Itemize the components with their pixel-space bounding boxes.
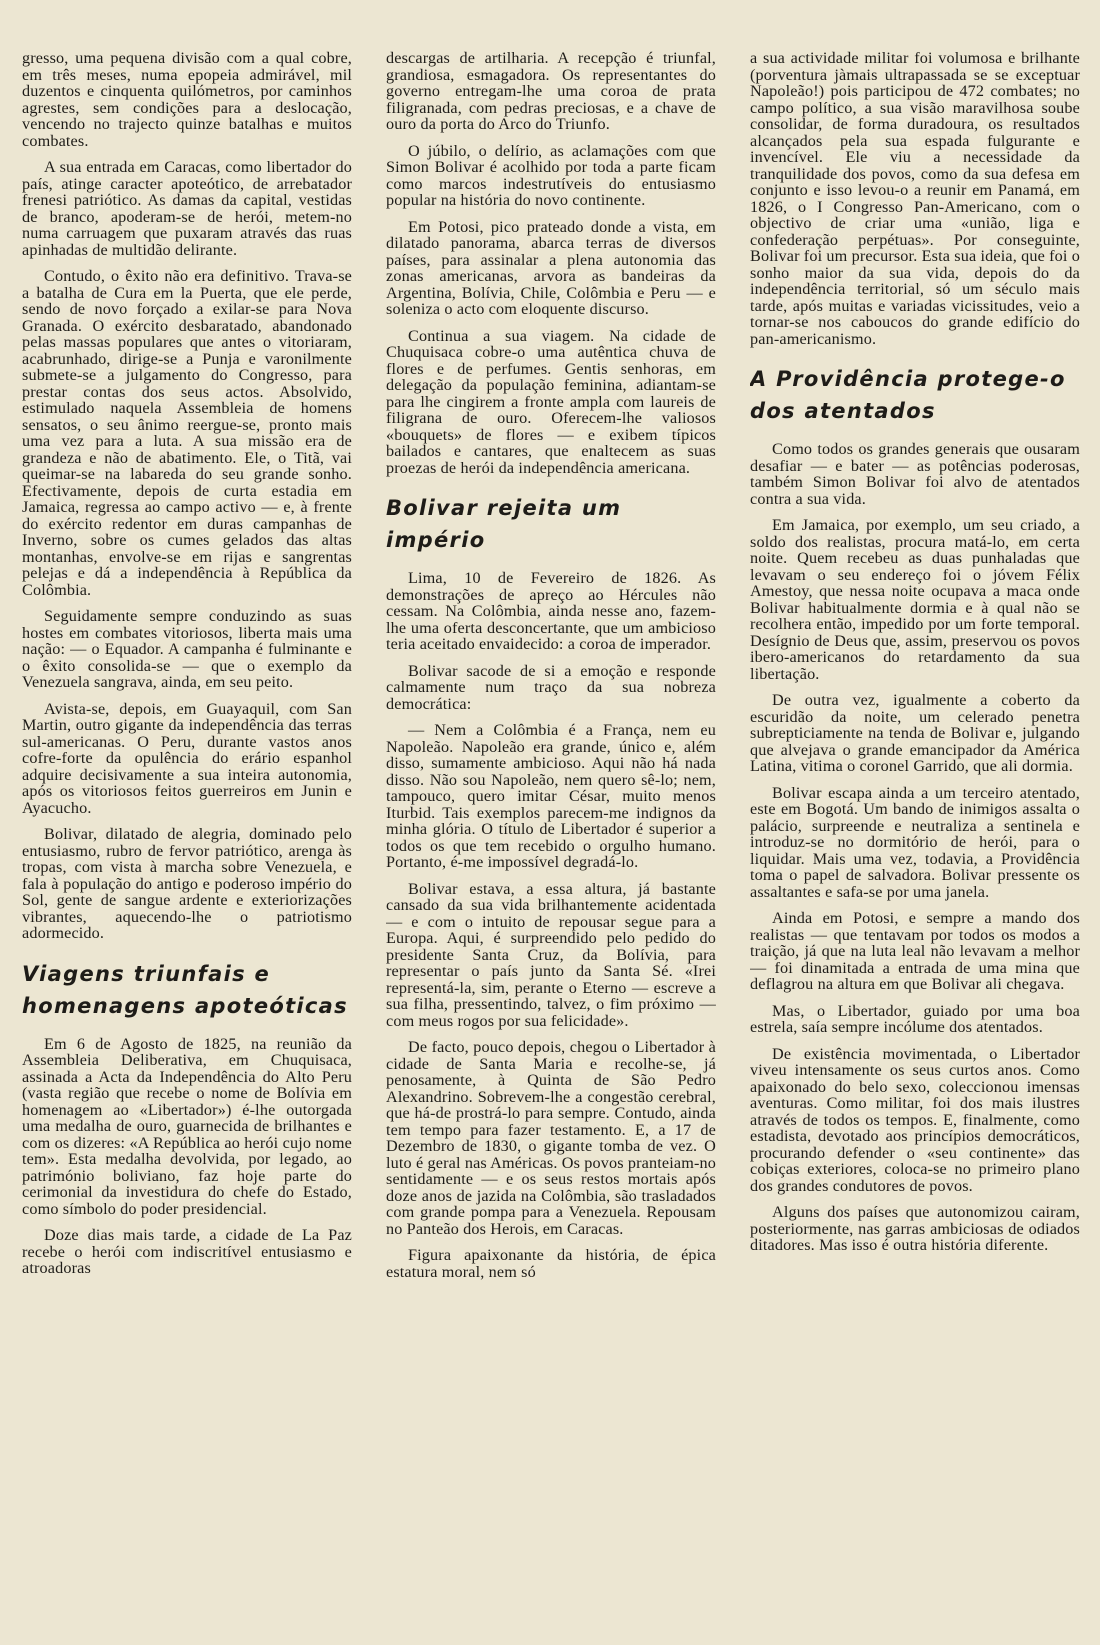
paragraph: Doze dias mais tarde, a cidade de La Paz recebe o herói com indiscritível entusiasmo e atroadoras: [22, 1226, 352, 1277]
paragraph: Figura apaixonante da história, de épica estatura moral, nem só: [386, 1246, 716, 1281]
paragraph: Avista-se, depois, em Guayaquil, com San Martin, outro gigante da independência das terras sul-americanas. O Peru, durante vastos anos cofre-forte da opulência do erário espanhol adquire decisivamente a sua inteira autonomia, após os vitoriosos feitos guerreiros em Junin e Ayacucho.: [22, 699, 352, 817]
paragraph: Bolivar estava, a essa altura, já bastante cansado da sua vida brilhantemente acidentada — e com o intuito de repousar segue para a Europa. Aqui, é surpreendido pelo pedido do presidente Santa Cruz, da Bolívia, para representar o país junto da Santa Sé. «Irei representá-la, sim, perante o Eterno — escreve a sua filha, pressentindo, talvez, o fim próximo — com meus rogos por sua felicidade».: [386, 879, 716, 1030]
paragraph: Continua a sua viagem. Na cidade de Chuquisaca cobre-o uma autêntica chuva de flores e de perfumes. Gentis senhoras, em delegação da população feminina, adiantam-se para lhe cingirem a fronte ampla com laureis de filigrana de ouro. Oferecem-lhe valiosos «bouquets» de flores — e exibem típicos bailados e cantares, que enaltecem as suas proezas de herói da independência americana.: [386, 326, 716, 477]
paragraph: Como todos os grandes generais que ousaram desafiar — e bater — as potências poderosas, também Simon Bolivar foi alvo de atentados contra a sua vida.: [750, 440, 1080, 508]
paragraph: De facto, pouco depois, chegou o Libertador à cidade de Santa Maria e recolhe-se, já penosamente, à Quinta de São Pedro Alexandrino. Sobrevem-lhe a congestão cerebral, que há-de prostrá-lo para sempre. Contudo, ainda tem tempo para fazer testamento. E, a 17 de Dezembro de 1830, o gigante tomba de vez. O luto é geral nas Américas. Os povos pranteiam-no sentidamente — e os seus restos mortais após doze anos de jazida na Colômbia, são trasladados com grande pompa para a Venezuela. Repousam no Panteão dos Herois, em Caracas.: [386, 1038, 716, 1238]
paragraph: Mas, o Libertador, guiado por uma boa estrela, saía sempre incólume dos atentados.: [750, 1001, 1080, 1036]
paragraph: De existência movimentada, o Libertador viveu intensamente os seus curtos anos. Como apaixonado do belo sexo, coleccionou imensas aventuras. Como militar, foi dos mais ilustres através de todos os tempos. E, finalmente, como estadista, devotado aos princípios democráticos, procurando defender o «seu continente» das cobiças exteriores, coloca-se no primeiro plano dos grandes condutores de povos.: [750, 1044, 1080, 1195]
paragraph: De outra vez, igualmente a coberto da escuridão da noite, um celerado penetra subrepticiamente na tenda de Bolivar e, julgando que alvejava o grande emancipador da América Latina, vitima o coronel Garrido, que ali dormia.: [750, 691, 1080, 775]
section-heading: Bolivar rejeita um império: [386, 496, 622, 552]
paragraph: Bolivar sacode de si a emoção e responde calmamente num traço da sua nobreza democrática:: [386, 661, 716, 713]
paragraph: Seguidamente sempre conduzindo as suas hostes em combates vitoriosos, liberta mais uma nação: — o Equador. A campanha é fulminante e o êxito consolida-se — que o exemplo da Venezuela sangrava, ainda, em seu peito.: [22, 607, 352, 691]
paragraph: Contudo, o êxito não era definitivo. Trava-se a batalha de Cura em la Puerta, que ele perde, sendo de novo forçado a exilar-se para Nova Granada. O exército desbaratado, abandonado pelas massas populares que antes o vitoriaram, acabrunhado, dirige-se a Punja e varonilmente submete-se a julgamento do Congresso, para prestar contas dos seus actos. Absolvido, estimulado naquela Assembleia de homens sensatos, o seu ânimo reergue-se, pronto mais uma vez para a luta. A sua missão era de grandeza e não de abatimento. Ele, o Titã, vai queimar-se na labareda do seu grande sonho. Efectivamente, depois de curta estadia em Jamaica, regressa ao campo activo — e, à frente do exército redentor em duras campanhas de Inverno, sobre os cumes gelados das altas montanhas, envolve-se em rijas e sangrentas pelejas e dá a independência à República da Colômbia.: [22, 267, 352, 599]
paragraph: Em Jamaica, por exemplo, um seu criado, a soldo dos realistas, procura matá-lo, em certa noite. Quem recebeu as duas punhaladas que levavam o seu endereço foi o jóvem Félix Amestoy, que nessa noite ocupava a maca onde Bolivar habitualmente dormia e à qual não se recolhera então, impedido por um forte temporal. Desígnio de Deus que, assim, preservou os povos ibero-americanos do retardamento da sua libertação.: [750, 516, 1080, 683]
paragraph: Lima, 10 de Fevereiro de 1826. As demonstrações de apreço ao Hércules não cessam. Na Colômbia, ainda nesse ano, fazem-lhe uma oferta desconcertante, que um ambicioso teria aceitado envaidecido: a coroa de imperador.: [386, 569, 716, 653]
column-3: [750, 50, 1080, 1645]
paragraph: A sua entrada em Caracas, como libertador do país, atinge caracter apoteótico, de arrebatador frenesi patriótico. As damas da capital, vestidas de branco, apoderam-se de herói, metem-no numa carruagem que puxaram através das ruas apinhadas de multidão delirante.: [22, 158, 352, 259]
column-2: [386, 50, 716, 1645]
paragraph: Ainda em Potosi, e sempre a mando dos realistas — que tentavam por todos os modos a traição, já que na luta leal não levavam a melhor — foi dinamitada a entrada de uma mina que deflagrou na altura em que Bolivar ali chegava.: [750, 909, 1080, 993]
paragraph: Bolivar escapa ainda a um terceiro atentado, este em Bogotá. Um bando de inimigos assalta o palácio, surpreende e neutraliza a sentinela e introduz-se no dormitório de herói, para o liquidar. Mais uma vez, todavia, a Providência toma o papel de salvadora. Bolivar pressente os assaltantes e safa-se por uma janela.: [750, 783, 1080, 901]
section-heading: Viagens triunfais e homenagens apoteóticas: [22, 961, 348, 1018]
paragraph: Em 6 de Agosto de 1825, na reunião da Assembleia Deliberativa, em Chuquisaca, assinada a Acta da Independência do Alto Peru (vasta região que recebe o nome de Bolívia em homenagem ao «Libertador») é-lhe outorgada uma medalha de ouro, guarnecida de brilhantes e com os dizeres: «A República ao herói cujo nome tem». Esta medalha devolvida, por legado, ao património boliviano, faz hoje parte do cerimonial da investidura do chefe do Estado, como símbolo do poder presidencial.: [22, 1034, 352, 1218]
paragraph: Em Potosi, pico prateado donde a vista, em dilatado panorama, abarca terras de diversos países, para assinalar a plena autonomia das zonas americanas, arvora as bandeiras da Argentina, Bolívia, Chile, Colômbia e Peru — e soleniza o acto com eloquente discurso.: [386, 217, 716, 318]
paragraph: descargas de artilharia. A recepção é triunfal, grandiosa, esmagadora. Os representantes do governo entregam-lhe uma coroa de prata filigranada, com pedras preciosas, e a chave de ouro da porta do Arco do Triunfo.: [386, 50, 716, 133]
paragraph: O júbilo, o delírio, as aclamações com que Simon Bolivar é acolhido por toda a parte ficam como marcos indestrutíveis do entusiasmo popular na história do novo continente.: [386, 141, 716, 209]
paragraph: — Nem a Colômbia é a França, nem eu Napoleão. Napoleão era grande, único e, além disso, sumamente ambicioso. Aqui não há nada disso. Não sou Napoleão, nem quero sê-lo; nem, tampouco, quero imitar César, muito menos Iturbid. Tais exemplos parecem-me indignos da minha glória. O título de Libertador é superior a todos os que tem recebido o orgulho humano. Portanto, é-me impossível degradá-lo.: [386, 721, 716, 871]
paragraph: Bolivar, dilatado de alegria, dominado pelo entusiasmo, rubro de fervor patriótico, arenga às tropas, com vista à marcha sobre Venezuela, e fala à população do antigo e poderoso império do Sol, gente de sangue ardente e exteriorizações vibrantes, aquecendo-lhe o patriotismo adormecido.: [22, 825, 352, 942]
column-1: [22, 50, 352, 1645]
paragraph: Alguns dos países que autonomizou cairam, posteriormente, nas garras ambiciosas de odiados ditadores. Mas isso é outra história diferente.: [750, 1203, 1080, 1254]
paragraph: gresso, uma pequena divisão com a qual cobre, em três meses, numa epopeia admirável, mil duzentos e cinquenta quilómetros, por caminhos agrestes, sem condições para a deslocação, vencendo no trajecto quinze batalhas e muitos combates.: [22, 50, 352, 150]
paragraph: a sua actividade militar foi volumosa e brilhante (porventura jàmais ultrapassada se se exceptuar Napoleão!) pois participou de 472 combates; no campo político, a sua visão maravilhosa soube consolidar, de forma duradoura, os resultados alcançados pela sua espada fulgurante e invencível. Ele viu a necessidade da tranquilidade dos povos, como da sua defesa em conjunto e isso levou-o a reunir em Panamá, em 1826, o I Congresso Pan-Americano, com o objectivo de criar uma «união, liga e confederação perpétuas». Por conseguinte, Bolivar foi um precursor. Esta sua ideia, que foi o sonho maior da sua vida, depois do da independência territorial, só um século mais tarde, após muitas e variadas vicissitudes, veio a tornar-se nos caboucos do grande edifício do pan-americanismo.: [750, 50, 1080, 348]
section-heading: A Providência protege-o dos atentados: [750, 367, 1066, 423]
